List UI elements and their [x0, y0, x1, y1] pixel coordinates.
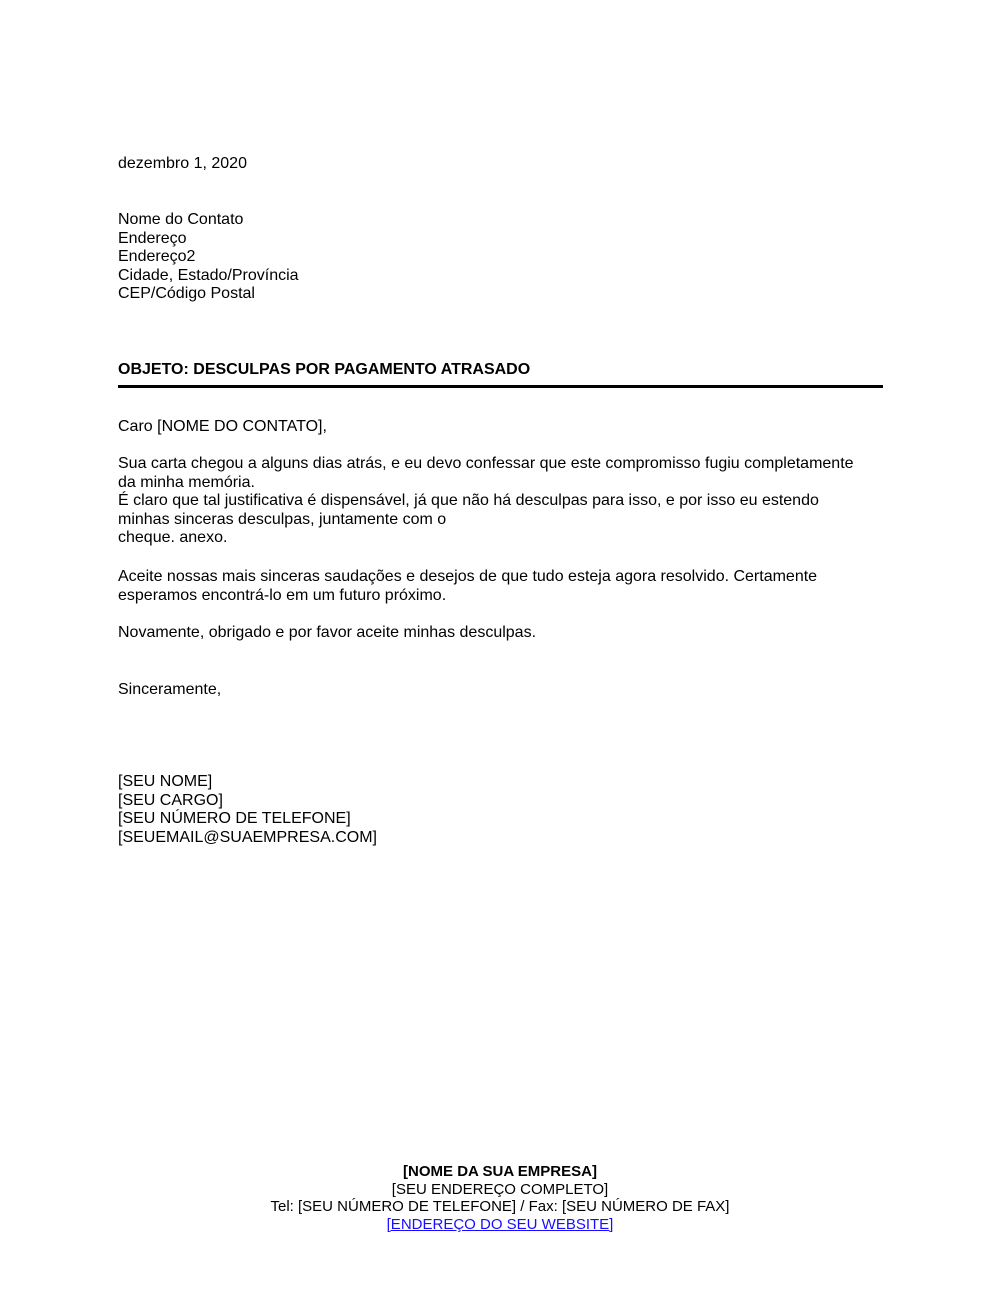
- closing-text: Sinceramente,: [118, 681, 222, 698]
- footer-website-link[interactable]: [ENDEREÇO DO SEU WEBSITE]: [386, 1215, 614, 1233]
- recipient-address-line-1: Endereço: [118, 229, 187, 247]
- paragraph-line: É claro que tal justificativa é dispensável, já que não há desculpas para isso, e por isso eu estendo: [118, 492, 819, 510]
- footer-address: [SEU ENDEREÇO COMPLETO]: [391, 1180, 609, 1198]
- recipient-address-line-2: Endereço2: [118, 248, 196, 266]
- recipient-city-state: Cidade, Estado/Província: [118, 266, 299, 284]
- body-paragraph-2: [118, 568, 883, 605]
- subject-text: OBJETO: DESCULPAS POR PAGAMENTO ATRASADO: [118, 361, 531, 378]
- footer-company-name: [NOME DA SUA EMPRESA]: [403, 1163, 597, 1180]
- date-text: dezembro 1, 2020: [118, 155, 247, 172]
- paragraph-line: da minha memória.: [118, 473, 255, 491]
- complimentary-closing: [118, 681, 883, 700]
- signer-name: [SEU NOME]: [118, 773, 213, 790]
- letter-footer: [0, 1163, 1000, 1233]
- paragraph-line: cheque. anexo.: [118, 529, 228, 547]
- subject-divider: [118, 385, 883, 388]
- paragraph-line: minhas sinceras desculpas, juntamente com o: [118, 510, 447, 528]
- footer-contact: Tel: [SEU NÚMERO DE TELEFONE] / Fax: [SEU NÚMERO DE FAX]: [270, 1198, 730, 1215]
- paragraph-line: Novamente, obrigado e por favor aceite minhas desculpas.: [118, 624, 537, 641]
- signature-block: [118, 773, 883, 847]
- signer-title: [SEU CARGO]: [118, 791, 223, 809]
- recipient-address-block: [118, 211, 883, 304]
- salutation: [118, 418, 883, 437]
- body-paragraph-1: [118, 455, 883, 548]
- recipient-postal-code: CEP/Código Postal: [118, 285, 255, 303]
- signer-phone: [SEU NÚMERO DE TELEFONE]: [118, 810, 351, 828]
- recipient-name: Nome do Contato: [118, 211, 244, 228]
- salutation-text: Caro [NOME DO CONTATO],: [118, 418, 327, 435]
- body-paragraph-3: [118, 624, 883, 643]
- paragraph-line: Sua carta chegou a alguns dias atrás, e eu devo confessar que este compromisso fugiu completamente: [118, 455, 854, 472]
- signer-email: [SEUEMAIL@SUAEMPRESA.COM]: [118, 828, 377, 846]
- paragraph-line: esperamos encontrá-lo em um futuro próximo.: [118, 586, 447, 604]
- letter-date: [118, 155, 883, 174]
- subject-line: [118, 361, 883, 380]
- paragraph-line: Aceite nossas mais sinceras saudações e desejos de que tudo esteja agora resolvido. Certamente: [118, 568, 818, 585]
